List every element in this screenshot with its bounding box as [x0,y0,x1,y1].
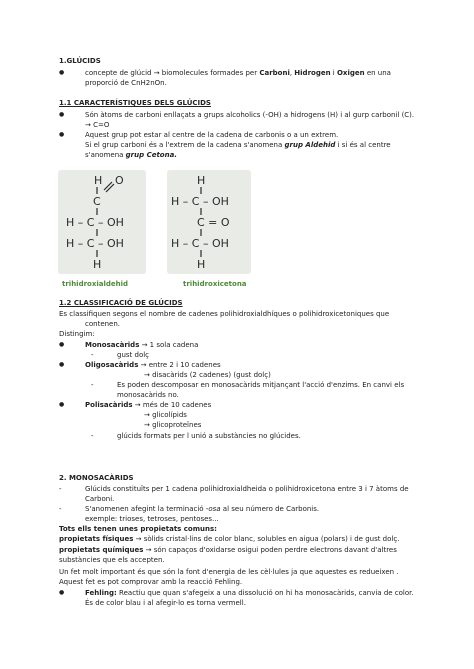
props-title: Tots ells tenen unes propietats comuns: [59,525,217,533]
caption-ketone: trihidroxicetona [183,280,247,288]
naming-suffix: -osa [205,505,221,513]
physical-desc: → sòlids cristal·lins de color blanc, solubles en aigua (polars) i de gust dolç. [133,535,400,543]
mono-dash: - gust dolç [117,350,149,360]
keyword-hidrogen: Hidrogen [294,69,331,77]
chemical-props [59,545,397,555]
bottom-h: H [197,258,206,271]
oligo-label: Oligosacàrids [85,361,139,369]
characteristics-bullet-1: ● Són àtoms de carboni enllaçats a grups alcoholics (-OH) a hidrogens (H) i al gurp carbonil (C). [85,110,414,120]
row-bottom: H – C – OH [171,237,229,250]
chemical-label: propietats químiques [59,546,144,554]
fehling-intro: Aquest fet es pot comprovar amb la reacció Fehling. [59,578,243,586]
ketone-term: grup Cetona. [125,151,177,159]
section-1-title: 1.GLÚCIDS [59,57,101,65]
oligo-desc: → entre 2 i 10 cadenes [138,361,221,369]
physical-props [59,534,399,544]
top-h: H [197,174,206,187]
naming-text: S'anomenen afegint la terminació [85,505,206,513]
fehling-label: Fehling: [85,589,117,597]
aldehyde-term: grup Aldehid [284,141,336,149]
naming-text-end: al seu número de Carbonis. [220,505,320,513]
separator: i [330,69,337,77]
classification-intro-cont: contenen. [85,320,121,328]
poli-bullet [85,400,211,410]
section-1-bullet [85,68,391,78]
important-fact: Un fet molt important és que són la font d'energia de les cèl·lules ja que aquestes es redueixen . [59,568,399,576]
mono-def-cont: Carboni. [85,495,115,503]
mono-bullet [85,340,198,350]
trihidroxialdehid-image [58,170,146,274]
characteristics-bullet-2: ● Aquest grup pot estar al centre de la cadena de carbonis o a un extrem. [85,130,338,140]
poli-desc: → més de 10 cadenes [132,401,212,409]
keyword-oxigen: Oxigen [336,69,365,77]
oligo-bullet [85,360,221,370]
section-1-2-title: 1.2 CLASSIFICACIÓ DE GLÚCIDS [59,299,183,307]
section-2-title: 2. MONOSACÀRIDS [59,474,134,482]
mono-desc: → 1 sola cadena [139,341,199,349]
oligo-dash-cont: monosacàrids no. [117,391,179,399]
poli-label: Polisacàrids [85,401,133,409]
fehling-desc: Reactiu que quan s'afegeix a una dissolució on hi ha monosacàrids, canvia de color. [116,589,414,597]
aldehyde-structure-drawing [58,170,146,274]
bottom-h: H [93,258,102,271]
naming-example: exemple: trioses, tetroses, pentoses... [85,515,219,523]
classification-intro: Es classifiquen segons el nombre de cadenes polihidroxialdhíques o polihidroxicetoniques que [59,310,390,318]
ketone-text: s'anomena [85,151,126,159]
caption-aldehyde: trihidroxialdehid [62,280,129,288]
naming-rule [85,504,319,514]
carbonyl-line: → C=O [85,121,110,129]
poli-sub-2: → glicoproteïnes [144,421,202,429]
oligo-sub: → disacàrids (2 cadenes) (gust dolç) [144,371,271,379]
bullet-text-end: en una [364,69,391,77]
ketone-row: C = O [197,216,230,229]
mono-label: Monosacàrids [85,341,140,349]
row-bottom: H – C – OH [66,237,124,250]
chemical-desc: → són capaços d'oxidarse osigui poden perdre electrons davant d'altres [143,546,397,554]
formula-line: proporció de CnH2nOn. [85,79,167,87]
physical-label: propietats físiques [59,535,134,543]
keyword-carboni: Carboni [259,69,290,77]
distingim-label: Distingim: [59,330,95,338]
mono-def: - Glúcids constituïts per 1 cadena polihidroxialdheida o polihidroxicetona entre 3 i 7 àtoms de [85,484,409,494]
poli-sub-1: → glicolípids [144,411,187,419]
row-middle: H – C – OH [66,216,124,229]
fehling-bullet [85,588,414,598]
top-h: H [94,174,103,187]
ketone-structure-drawing [167,170,251,274]
carbonyl-carbon: C [93,195,101,208]
oligo-dash: - Es poden descomposar en monosacàrids mitjançant l'acció d'enzims. En canvi els [117,380,404,390]
chemical-props-cont: substàncies que els accepten. [59,556,165,564]
aldehyde-text: Si el grup carboni és a l'extrem de la cadena s'anomena [85,141,285,149]
bullet-text: concepte de glúcid → biomolecules formades per [85,69,260,77]
row-top: H – C – OH [171,195,229,208]
separator: , [289,69,295,77]
section-1-1-title: 1.1 CARACTERÍSTIQUES DELS GLÚCIDS [59,99,211,107]
aldehyde-text-end: i si és al centre [335,141,391,149]
aldehyde-oxygen: O [115,174,124,187]
aldehyde-line [85,140,391,150]
ketone-line [85,150,177,160]
poli-dash: - glúcids formats per l unió a substàncies no glúcides. [117,431,301,441]
trihidroxicetona-image [167,170,251,274]
fehling-desc-cont: És de color blau i al afegir-lo es torna vermell. [85,599,246,607]
